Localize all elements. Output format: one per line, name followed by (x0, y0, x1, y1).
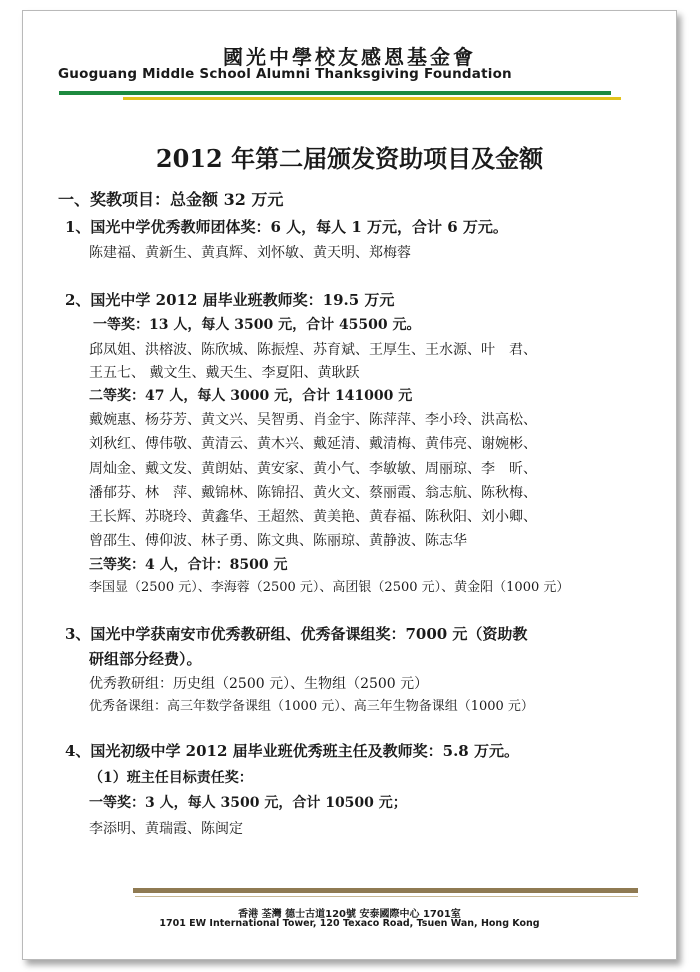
section-heading: 一、奖教项目：总金额 32 万元 (58, 190, 284, 209)
award-tier: 一等奖：3 人，每人 3500 元，合计 10500 元； (89, 795, 407, 811)
name-list: 李添明、黄瑞霞、陈闽定 (89, 821, 243, 837)
group-list: 优秀教研组：历史组（2500 元）、生物组（2500 元） (89, 676, 429, 692)
name-list: 陈建福、黄新生、黄真辉、刘怀敏、黄天明、郑梅蓉 (89, 245, 411, 261)
item-heading: 2、国光中学 2012 届毕业班教师奖：19.5 万元 (65, 291, 395, 309)
footer-address-english: 1701 EW International Tower, 120 Texaco Road, Tsuen Wan, Hong Kong (159, 918, 540, 929)
name-list: 王五七、 戴文生、戴天生、李夏阳、黄耿跃 (89, 365, 360, 381)
item-heading: 3、国光中学获南安市优秀教研组、优秀备课组奖：7000 元（资助教 (65, 625, 528, 643)
group-list: 优秀备课组：高三年数学备课组（1000 元）、高三年生物备课组（1000 元） (89, 699, 534, 714)
award-category: （1）班主任目标责任奖： (89, 770, 253, 786)
header-rule-yellow (123, 97, 621, 100)
footer-address-chinese: 香港 荃灣 德士古道120號 安泰國際中心 1701室 (238, 909, 461, 920)
name-list: 王长辉、苏晓玲、黄鑫华、王超然、黄美艳、黄春福、陈秋阳、刘小卿、 (89, 509, 537, 525)
name-list: 潘郁芬、林 萍、戴锦林、陈锦招、黄火文、蔡丽霞、翁志航、陈秋梅、 (89, 485, 537, 501)
item-heading: 4、国光初级中学 2012 届毕业班优秀班主任及教师奖：5.8 万元。 (65, 742, 519, 760)
org-name-chinese: 國光中學校友感恩基金會 (223, 45, 476, 69)
name-list: 刘秋红、傅伟敬、黄清云、黄木兴、戴延清、戴清梅、黄伟亮、谢婉彬、 (89, 436, 537, 452)
name-list: 曾邵生、傅仰波、林子勇、陈文典、陈丽琼、黄静波、陈志华 (89, 533, 467, 549)
award-tier: 三等奖：4 人，合计：8500 元 (89, 557, 288, 573)
org-name-english: Guoguang Middle School Alumni Thanksgiving Foundation (58, 66, 512, 82)
award-tier: 二等奖：47 人，每人 3000 元，合计 141000 元 (89, 388, 413, 404)
footer-rule-thin (135, 896, 638, 897)
award-tier: 一等奖：13 人，每人 3500 元，合计 45500 元。 (93, 317, 421, 333)
name-list: 戴婉惠、杨芬芳、黄文兴、吴智勇、肖金宇、陈萍萍、李小玲、洪高松、 (89, 412, 537, 428)
item-heading-cont: 研组部分经费）。 (89, 650, 202, 668)
footer-rule (133, 888, 638, 893)
name-list: 邱凤姐、洪榕波、陈欣城、陈振煌、苏育斌、王厚生、王水源、叶 君、 (89, 342, 537, 358)
name-list: 李国显（2500 元）、李海蓉（2500 元）、高团银（2500 元）、黄金阳（1000 元） (89, 580, 570, 595)
item-heading: 1、国光中学优秀教师团体奖：6 人，每人 1 万元，合计 6 万元。 (65, 218, 508, 236)
header-rule-green (59, 91, 611, 95)
document-page (22, 10, 677, 960)
document-title: 2012 年第二届颁发资助项目及金额 (155, 144, 544, 173)
name-list: 周灿金、戴文发、黄朗姑、黄安家、黄小气、李敏敏、周丽琼、李 昕、 (89, 461, 537, 477)
